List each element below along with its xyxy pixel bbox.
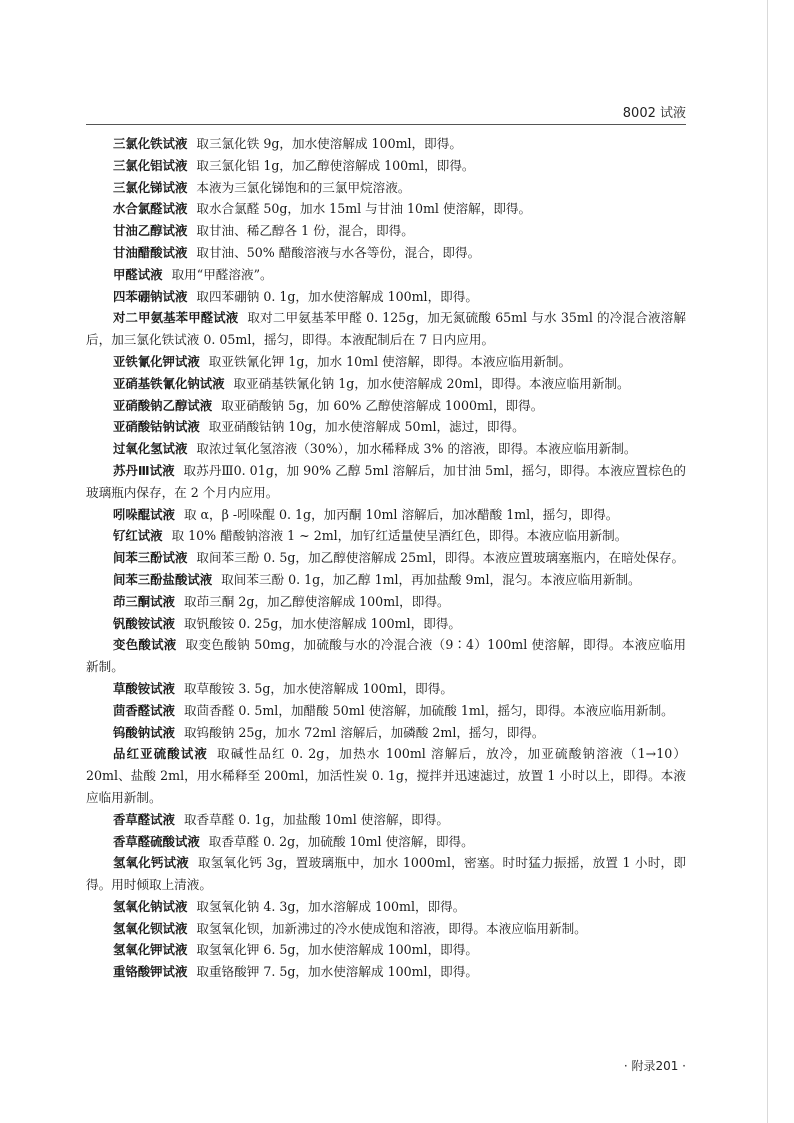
reagent-entry xyxy=(86,133,686,155)
reagent-description: 取水合氯醛 50g，加水 15ml 与甘油 10ml 使溶解，即得。 xyxy=(196,201,532,217)
reagent-name: 间苯三酚试液 xyxy=(113,550,188,566)
reagent-entry xyxy=(86,286,686,308)
reagent-entry xyxy=(86,504,686,526)
reagent-name: 亚硝酸钴钠试液 xyxy=(113,419,200,435)
reagent-name: 变色酸试液 xyxy=(113,637,177,653)
reagent-name: 水合氯醛试液 xyxy=(113,201,188,217)
reagent-description: 取三氯化铁 9g，加水使溶解成 100ml，即得。 xyxy=(196,136,462,151)
reagent-description: 取香草醛 0. 1g，加盐酸 10ml 使溶解，即得。 xyxy=(183,811,449,827)
reagent-description: 取亚硝基铁氰化钠 1g，加水使溶解成 20ml，即得。本液应临用新制。 xyxy=(233,375,630,391)
reagent-description: 取苏丹Ⅲ0. 01g，加 90% 乙醇 5ml 溶解后，加甘油 5ml，摇匀，即得。本液应置棕色的玻璃瓶内保存，在 2 个月内应用。 xyxy=(86,462,686,500)
reagent-description: 取对二甲氨基苯甲醛 0. 125g，加无氮硫酸 65ml 与水 35ml 的冷混合液溶解后，加三氯化铁试液 0. 05ml，摇匀，即得。本液配制后在 7 日内应用。 xyxy=(86,310,687,348)
reagent-name: 重铬酸钾试液 xyxy=(113,964,188,980)
header-rule xyxy=(86,124,686,125)
reagent-name: 苏丹Ⅲ试液 xyxy=(113,462,175,478)
reagent-description: 取钨酸钠 25g，加水 72ml 溶解后，加磷酸 2ml，摇匀，即得。 xyxy=(183,724,545,740)
reagent-description: 取钒酸铵 0. 25g，加水使溶解成 100ml，即得。 xyxy=(183,615,461,631)
reagent-name: 钨酸钠试液 xyxy=(113,724,175,740)
reagent-entry xyxy=(86,438,686,460)
reagent-entry xyxy=(86,242,686,264)
reagent-name: 香草醛试液 xyxy=(113,811,175,827)
reagent-entry xyxy=(86,155,686,177)
reagent-name: 氢氧化钙试液 xyxy=(113,855,189,871)
reagent-name: 草酸铵试液 xyxy=(113,680,175,696)
reagent-description: 取茴香醛 0. 5ml，加醋酸 50ml 使溶解，加硫酸 1ml，摇匀，即得。本液应临用新制。 xyxy=(183,702,674,718)
reagent-entry xyxy=(86,831,686,853)
page-edge-line xyxy=(767,0,768,1123)
reagent-entry xyxy=(86,351,686,373)
reagent-description: 取亚硝酸钴钠 10g，加水使溶解成 50ml，滤过，即得。 xyxy=(208,419,525,435)
reagent-entry xyxy=(86,852,686,896)
reagent-name: 品红亚硫酸试液 xyxy=(113,746,209,762)
reagent-name: 甲醛试液 xyxy=(113,266,163,282)
reagent-description: 取甘油、50% 醋酸溶液与水各等份，混合，即得。 xyxy=(196,244,481,260)
reagent-name: 氢氧化钾试液 xyxy=(113,942,188,958)
reagent-description: 取氢氧化钙 3g，置玻璃瓶中，加水 1000ml，密塞。时时猛力振摇，放置 1 小时，即得。用时倾取上清液。 xyxy=(86,855,686,893)
reagent-description: 取重铬酸钾 7. 5g，加水使溶解成 100ml，即得。 xyxy=(196,964,478,980)
reagent-name: 茴香醛试液 xyxy=(113,702,175,718)
reagent-entry xyxy=(86,634,686,678)
reagent-entry xyxy=(86,525,686,547)
reagent-name: 过氧化氢试液 xyxy=(113,441,188,457)
reagent-entry xyxy=(86,700,686,722)
reagent-description: 取氢氧化钾 6. 5g，加水使溶解成 100ml，即得。 xyxy=(196,942,478,958)
reagent-description: 取亚硝酸钠 5g，加 60% 乙醇使溶解成 1000ml，即得。 xyxy=(221,397,544,413)
reagent-description: 取香草醛 0. 2g，加硫酸 10ml 使溶解，即得。 xyxy=(208,833,474,849)
reagent-description: 取用“甲醛溶液”。 xyxy=(171,266,273,282)
reagent-entry xyxy=(86,743,686,808)
page-number: · 附录201 · xyxy=(623,1059,686,1073)
reagent-name: 氢氧化钡试液 xyxy=(113,920,188,936)
reagent-name: 亚铁氰化钾试液 xyxy=(113,353,200,369)
reagent-entry xyxy=(86,264,686,286)
reagent-entry xyxy=(86,307,686,351)
reagent-name: 甘油醋酸试液 xyxy=(113,244,188,260)
reagent-name: 间苯三酚盐酸试液 xyxy=(113,571,213,587)
reagent-entry xyxy=(86,416,686,438)
reagent-name: 氢氧化钠试液 xyxy=(113,898,188,914)
reagent-description: 取亚铁氰化钾 1g，加水 10ml 使溶解，即得。本液应临用新制。 xyxy=(208,353,572,369)
reagent-description: 取间苯三酚 0. 5g，加乙醇使溶解成 25ml，即得。本液应置玻璃塞瓶内，在暗处保存。 xyxy=(196,550,685,566)
reagent-description: 本液为三氯化锑饱和的三氯甲烷溶液。 xyxy=(196,179,411,195)
reagent-entry xyxy=(86,198,686,220)
reagent-description: 取 10% 醋酸钠溶液 1 ~ 2ml，加钌红适量使呈酒红色，即得。本液应临用新制。 xyxy=(171,528,628,544)
section-title: 8002 试液 xyxy=(622,106,686,121)
reagent-description: 取茚三酮 2g，加乙醇使溶解成 100ml，即得。 xyxy=(183,593,450,609)
reagent-name: 三氯化铝试液 xyxy=(113,157,188,173)
reagent-description: 取甘油、稀乙醇各 1 份，混合，即得。 xyxy=(196,223,414,239)
reagent-description: 取 α，β -吲哚醌 0. 1g，加丙酮 10ml 溶解后，加冰醋酸 1ml，摇匀，即得。 xyxy=(183,506,619,522)
reagent-entry xyxy=(86,918,686,940)
reagent-description: 取碱性品红 0. 2g，加热水 100ml 溶解后，放冷，加亚硫酸钠溶液（1→10）20ml、盐酸 2ml，用水稀释至 200ml，加活性炭 0. 1g，搅拌并迅速滤过，放置 1 小时以上，即得。本液应临用新制。 xyxy=(86,746,687,805)
reagent-name: 亚硝酸钠乙醇试液 xyxy=(113,397,213,413)
reagent-entry xyxy=(86,939,686,961)
reagent-entry xyxy=(86,177,686,199)
reagent-name: 甘油乙醇试液 xyxy=(113,223,188,239)
reagent-entry xyxy=(86,613,686,635)
reagent-entry xyxy=(86,722,686,744)
running-header xyxy=(86,102,686,126)
reagent-name: 四苯硼钠试液 xyxy=(113,288,188,304)
reagent-description: 取草酸铵 3. 5g，加水使溶解成 100ml，即得。 xyxy=(183,680,453,696)
reagent-entry xyxy=(86,678,686,700)
reagent-name: 对二甲氨基苯甲醛试液 xyxy=(113,310,239,326)
reagent-list xyxy=(86,133,686,983)
reagent-entry xyxy=(86,896,686,918)
reagent-name: 钌红试液 xyxy=(113,528,163,544)
reagent-name: 香草醛硫酸试液 xyxy=(113,833,200,849)
reagent-entry xyxy=(86,460,686,504)
reagent-description: 取间苯三酚 0. 1g，加乙醇 1ml，再加盐酸 9ml，混匀。本液应临用新制。 xyxy=(221,571,641,587)
reagent-name: 茚三酮试液 xyxy=(113,593,175,609)
reagent-entry xyxy=(86,569,686,591)
reagent-description: 取氢氧化钡，加新沸过的冷水使成饱和溶液，即得。本液应临用新制。 xyxy=(196,920,587,936)
reagent-name: 三氯化锑试液 xyxy=(113,179,188,195)
reagent-entry xyxy=(86,373,686,395)
reagent-entry xyxy=(86,220,686,242)
reagent-name: 亚硝基铁氰化钠试液 xyxy=(113,375,225,391)
reagent-name: 吲哚醌试液 xyxy=(113,506,175,522)
reagent-description: 取浓过氧化氢溶液（30%），加水稀释成 3% 的溶液，即得。本液应临用新制。 xyxy=(196,441,637,457)
reagent-entry xyxy=(86,809,686,831)
reagent-description: 取变色酸钠 50mg，加硫酸与水的冷混合液（9∶4）100ml 使溶解，即得。本液应临用新制。 xyxy=(86,637,686,675)
reagent-description: 取氢氧化钠 4. 3g，加水溶解成 100ml，即得。 xyxy=(196,898,466,914)
reagent-name: 三氯化铁试液 xyxy=(113,136,188,151)
reagent-description: 取四苯硼钠 0. 1g，加水使溶解成 100ml，即得。 xyxy=(196,288,478,304)
reagent-entry xyxy=(86,961,686,983)
reagent-entry xyxy=(86,395,686,417)
reagent-name: 钒酸铵试液 xyxy=(113,615,175,631)
reagent-entry xyxy=(86,591,686,613)
reagent-description: 取三氯化铝 1g，加乙醇使溶解成 100ml，即得。 xyxy=(196,157,475,173)
reagent-entry xyxy=(86,547,686,569)
